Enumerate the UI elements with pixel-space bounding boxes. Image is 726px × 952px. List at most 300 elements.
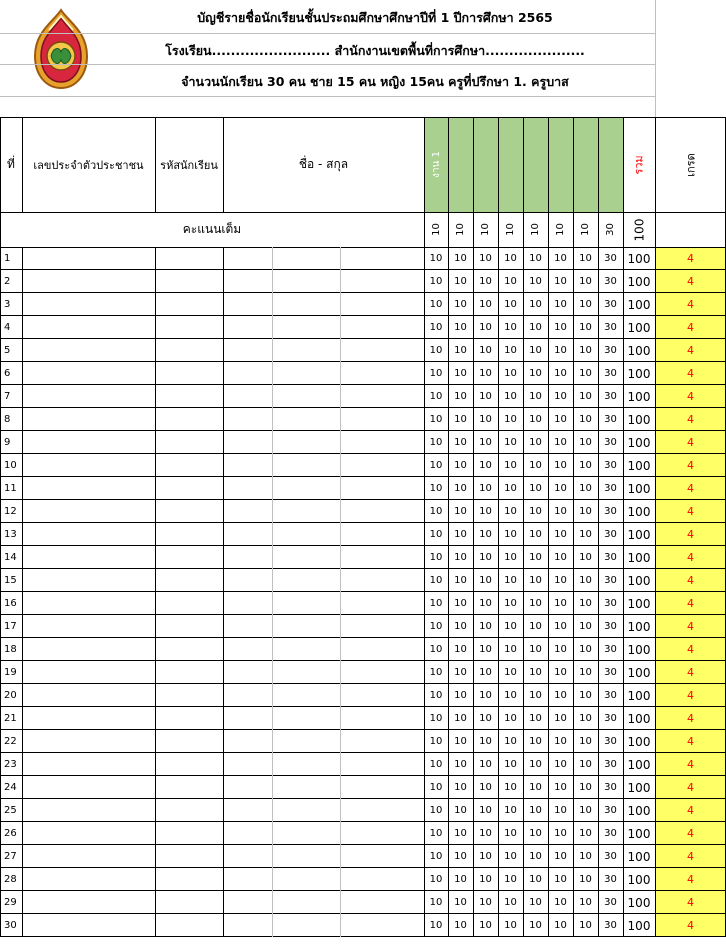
- score-cell: 10: [429, 299, 443, 310]
- grade-cell: 4: [655, 868, 726, 891]
- row-number: 3: [4, 299, 11, 310]
- total-cell: 100: [627, 596, 651, 611]
- grid-line: [655, 117, 656, 937]
- row-number: 6: [4, 368, 11, 379]
- total-cell: 100: [627, 343, 651, 358]
- score-cell: 10: [554, 897, 567, 908]
- grade-cell: 4: [655, 615, 726, 638]
- row-number: 13: [4, 529, 17, 540]
- score-cell: 10: [529, 299, 542, 310]
- score-cell: 10: [529, 483, 542, 494]
- score-cell: 30: [604, 598, 617, 609]
- score-cell: 10: [479, 506, 492, 517]
- score-cell: 10: [579, 322, 592, 333]
- score-cell: 10: [429, 598, 443, 609]
- grade-cell: 4: [655, 661, 726, 684]
- score-cell: 10: [554, 920, 567, 931]
- score-cell: 10: [429, 874, 443, 885]
- score-cell: 10: [554, 299, 567, 310]
- score-cell: 30: [604, 828, 617, 839]
- score-cell: 10: [479, 621, 492, 632]
- score-cell: 10: [454, 759, 467, 770]
- total-cell: 100: [627, 734, 651, 749]
- grid-line: [548, 117, 549, 937]
- score-cell: 10: [429, 460, 443, 471]
- score-cell: 10: [479, 529, 492, 540]
- grid-line: [272, 247, 273, 937]
- score-cell: 10: [504, 598, 517, 609]
- score-cell: 10: [554, 506, 567, 517]
- score-cell: 10: [429, 552, 443, 563]
- score-cell: 10: [579, 391, 592, 402]
- grid-line: [0, 775, 726, 776]
- grade-cell: 4: [655, 638, 726, 661]
- score-cell: 10: [554, 552, 567, 563]
- total-cell: 100: [627, 527, 651, 542]
- grid-line: [0, 117, 726, 118]
- total-cell: 100: [627, 297, 651, 312]
- grid-line: [0, 890, 726, 891]
- score-cell: 10: [579, 667, 592, 678]
- score-cell: 10: [529, 529, 542, 540]
- score-cell: 10: [479, 805, 492, 816]
- total-cell: 100: [627, 366, 651, 381]
- score-cell: 30: [604, 345, 617, 356]
- score-cell: 10: [454, 276, 467, 287]
- row-number: 14: [4, 552, 17, 563]
- score-cell: 10: [504, 690, 517, 701]
- score-cell: 10: [529, 644, 542, 655]
- score-cell: 10: [429, 851, 443, 862]
- score-cell: 10: [479, 598, 492, 609]
- score-cell: 10: [579, 805, 592, 816]
- full-score-value-text: 10: [430, 223, 442, 236]
- full-score-value: [523, 212, 548, 247]
- grid-line: [0, 729, 726, 730]
- col-header-student-id: รหัสนักเรียน: [160, 158, 218, 172]
- total-cell: 100: [627, 320, 651, 335]
- score-cell: 10: [479, 322, 492, 333]
- score-cell: 10: [454, 391, 467, 402]
- total-cell: 100: [627, 573, 651, 588]
- score-cell: 30: [604, 920, 617, 931]
- score-cell: 10: [579, 851, 592, 862]
- full-score-value: [448, 212, 473, 247]
- score-cell: 10: [554, 322, 567, 333]
- score-cell: 10: [479, 368, 492, 379]
- grid-line: [473, 117, 474, 937]
- full-score-value: [598, 212, 623, 247]
- score-cell: 10: [429, 920, 443, 931]
- grid-line: [0, 821, 726, 822]
- score-cell: 10: [579, 897, 592, 908]
- score-cell: 10: [554, 851, 567, 862]
- grid-line: [0, 614, 726, 615]
- grid-line: [0, 315, 726, 316]
- score-cell: 10: [579, 276, 592, 287]
- col-header-total: [623, 117, 655, 212]
- score-cell: 30: [604, 506, 617, 517]
- total-cell: 100: [627, 251, 651, 266]
- row-number: 18: [4, 644, 17, 655]
- score-cell: 30: [604, 759, 617, 770]
- score-cell: 10: [429, 529, 443, 540]
- score-cell: 10: [579, 529, 592, 540]
- score-cell: 30: [604, 529, 617, 540]
- row-number: 20: [4, 690, 17, 701]
- score-cell: 10: [454, 874, 467, 885]
- score-cell: 10: [454, 644, 467, 655]
- score-cell: 10: [554, 667, 567, 678]
- score-cell: 10: [529, 460, 542, 471]
- score-cell: 10: [579, 828, 592, 839]
- grid-line: [0, 591, 726, 592]
- total-label: รวม: [633, 154, 646, 175]
- row-number: 12: [4, 506, 17, 517]
- score-cell: 10: [454, 437, 467, 448]
- grid-line: [0, 33, 655, 34]
- score-cell: 30: [604, 897, 617, 908]
- score-cell: 10: [454, 667, 467, 678]
- score-cell: 10: [454, 805, 467, 816]
- total-cell: 100: [627, 458, 651, 473]
- score-cell: 10: [479, 690, 492, 701]
- score-cell: 10: [504, 851, 517, 862]
- score-cell: 10: [554, 805, 567, 816]
- score-cell: 30: [604, 667, 617, 678]
- score-cell: 10: [529, 322, 542, 333]
- grid-line: [0, 683, 726, 684]
- score-cell: 10: [454, 690, 467, 701]
- score-cell: 10: [504, 644, 517, 655]
- total-cell: 100: [627, 711, 651, 726]
- row-number: 16: [4, 598, 17, 609]
- score-cell: 10: [504, 782, 517, 793]
- title-line-3: จำนวนนักเรียน 30 คน ชาย 15 คน หญิง 15คน ครูที่ปรึกษา 1. ครูบาส: [181, 74, 569, 89]
- score-cell: 30: [604, 690, 617, 701]
- score-cell: 10: [579, 253, 592, 264]
- score-cell: 10: [454, 920, 467, 931]
- grid-line: [0, 660, 726, 661]
- grid-line: [0, 269, 726, 270]
- grade-cell: 4: [655, 822, 726, 845]
- col-header-no: ที่: [7, 157, 15, 171]
- row-number: 10: [4, 460, 17, 471]
- grade-cell: 4: [655, 799, 726, 822]
- score-cell: 10: [579, 644, 592, 655]
- score-cell: 10: [429, 736, 443, 747]
- grid-line: [0, 545, 726, 546]
- total-cell: 100: [627, 803, 651, 818]
- score-cell: 10: [454, 736, 467, 747]
- grid-line: [498, 117, 499, 937]
- grid-line: [155, 247, 156, 937]
- row-number: 5: [4, 345, 11, 356]
- total-cell: 100: [627, 389, 651, 404]
- row-number: 11: [4, 483, 17, 494]
- grid-line: [0, 522, 726, 523]
- row-number: 2: [4, 276, 11, 287]
- score-cell: 10: [504, 460, 517, 471]
- score-cell: 10: [579, 621, 592, 632]
- grid-line: [0, 430, 726, 431]
- score-cell: 10: [454, 322, 467, 333]
- full-score-value: [573, 212, 598, 247]
- score-cell: 10: [529, 667, 542, 678]
- score-cell: 10: [454, 621, 467, 632]
- score-cell: 10: [429, 483, 443, 494]
- row-number: 27: [4, 851, 17, 862]
- row-number: 24: [4, 782, 17, 793]
- grid-line: [22, 117, 23, 212]
- grid-line: [0, 64, 655, 65]
- grade-cell: 4: [655, 845, 726, 868]
- score-cell: 10: [504, 276, 517, 287]
- total-cell: 100: [627, 412, 651, 427]
- score-cell: 10: [579, 552, 592, 563]
- score-cell: 10: [579, 874, 592, 885]
- row-number: 15: [4, 575, 17, 586]
- grid-line: [0, 798, 726, 799]
- score-cell: 10: [529, 828, 542, 839]
- score-cell: 10: [504, 391, 517, 402]
- grid-line: [0, 844, 726, 845]
- score-cell: 10: [554, 621, 567, 632]
- score-cell: 30: [604, 368, 617, 379]
- total-cell: 100: [627, 918, 651, 933]
- full-score-value: [498, 212, 523, 247]
- score-cell: 10: [454, 299, 467, 310]
- grade-cell: 4: [655, 500, 726, 523]
- grade-label: เกรด: [684, 152, 698, 177]
- full-score-value-text: 30: [604, 223, 616, 236]
- grid-line: [0, 361, 726, 362]
- score-cell: 10: [579, 782, 592, 793]
- row-number: 1: [4, 253, 11, 264]
- col-header-name: ชื่อ - สกุล: [298, 157, 349, 171]
- score-cell: 10: [554, 345, 567, 356]
- row-number: 23: [4, 759, 17, 770]
- grade-cell: 4: [655, 546, 726, 569]
- score-cell: 30: [604, 276, 617, 287]
- score-cell: 10: [479, 575, 492, 586]
- score-cell: 10: [504, 874, 517, 885]
- score-cell: 10: [429, 368, 443, 379]
- score-cell: 10: [554, 782, 567, 793]
- score-cell: 10: [479, 414, 492, 425]
- score-cell: 10: [429, 897, 443, 908]
- score-cell: 10: [504, 736, 517, 747]
- full-score-value: [424, 212, 448, 247]
- grade-cell: 4: [655, 293, 726, 316]
- total-cell: 100: [627, 688, 651, 703]
- grid-line: [448, 117, 449, 937]
- score-cell: 10: [529, 805, 542, 816]
- score-cell: 30: [604, 552, 617, 563]
- score-cell: 10: [554, 529, 567, 540]
- score-cell: 10: [479, 644, 492, 655]
- total-cell: 100: [627, 665, 651, 680]
- row-number: 29: [4, 897, 17, 908]
- score-cell: 10: [504, 506, 517, 517]
- grid-line: [655, 0, 656, 117]
- score-cell: 30: [604, 874, 617, 885]
- grade-cell: 4: [655, 569, 726, 592]
- grade-cell: 4: [655, 914, 726, 937]
- full-score-value-text: 10: [554, 223, 566, 236]
- grid-line: [340, 247, 341, 937]
- row-number: 9: [4, 437, 11, 448]
- score-cell: 10: [479, 483, 492, 494]
- score-cell: 10: [529, 345, 542, 356]
- row-number: 4: [4, 322, 11, 333]
- grid-line: [0, 936, 726, 937]
- full-score-value-text: 10: [579, 223, 591, 236]
- score-cell: 10: [554, 690, 567, 701]
- grid-line: [0, 476, 726, 477]
- grade-cell: 4: [655, 339, 726, 362]
- score-cell: 10: [454, 506, 467, 517]
- row-number: 25: [4, 805, 17, 816]
- score-cell: 10: [554, 253, 567, 264]
- score-cell: 10: [529, 759, 542, 770]
- row-number: 21: [4, 713, 17, 724]
- score-cell: 10: [504, 253, 517, 264]
- score-cell: 10: [579, 736, 592, 747]
- score-cell: 10: [504, 897, 517, 908]
- score-cell: 10: [504, 621, 517, 632]
- score-cell: 10: [579, 759, 592, 770]
- score-cell: 10: [429, 276, 443, 287]
- score-cell: 10: [479, 667, 492, 678]
- score-cell: 10: [529, 414, 542, 425]
- score-cell: 10: [579, 437, 592, 448]
- score-cell: 10: [479, 828, 492, 839]
- score-cell: 10: [429, 391, 443, 402]
- score-cell: 10: [554, 414, 567, 425]
- score-cell: 10: [529, 690, 542, 701]
- score-cell: 10: [554, 483, 567, 494]
- score-cell: 10: [429, 782, 443, 793]
- total-cell: 100: [627, 642, 651, 657]
- score-cell: 10: [529, 874, 542, 885]
- score-cell: 10: [579, 598, 592, 609]
- grid-line: [0, 338, 726, 339]
- score-cell: 10: [454, 897, 467, 908]
- score-cell: 10: [479, 851, 492, 862]
- score-cell: 10: [554, 759, 567, 770]
- score-cell: 10: [504, 299, 517, 310]
- score-cell: 30: [604, 851, 617, 862]
- row-number: 28: [4, 874, 17, 885]
- score-cell: 10: [579, 460, 592, 471]
- score-cell: 10: [554, 874, 567, 885]
- score-cell: 10: [479, 759, 492, 770]
- score-cell: 10: [479, 276, 492, 287]
- row-number: 22: [4, 736, 17, 747]
- grade-cell: 4: [655, 753, 726, 776]
- score-cell: 10: [529, 552, 542, 563]
- score-cell: 30: [604, 621, 617, 632]
- row-number: 30: [4, 920, 17, 931]
- grid-line: [598, 117, 599, 937]
- total-cell: 100: [627, 274, 651, 289]
- score-cell: 10: [429, 345, 443, 356]
- score-cell: 10: [504, 345, 517, 356]
- score-cell: 10: [504, 667, 517, 678]
- score-cell: 10: [454, 782, 467, 793]
- score-cell: 10: [529, 437, 542, 448]
- score-cell: 10: [479, 345, 492, 356]
- grid-line: [0, 637, 726, 638]
- grid-line: [0, 292, 726, 293]
- score-cell: 10: [504, 828, 517, 839]
- score-cell: 10: [529, 920, 542, 931]
- score-cell: 10: [579, 414, 592, 425]
- grid-line: [0, 453, 726, 454]
- grid-line: [0, 568, 726, 569]
- full-score-value-text: 10: [454, 223, 466, 236]
- score-cell: 10: [554, 575, 567, 586]
- score-cell: 10: [529, 506, 542, 517]
- grade-cell: 4: [655, 408, 726, 431]
- score-cell: 10: [454, 529, 467, 540]
- score-cell: 10: [454, 345, 467, 356]
- score-cell: 10: [529, 391, 542, 402]
- score-cell: 10: [454, 368, 467, 379]
- score-cell: 10: [554, 736, 567, 747]
- score-cell: 10: [554, 598, 567, 609]
- score-cell: 10: [479, 874, 492, 885]
- score-cell: 10: [429, 437, 443, 448]
- score-cell: 10: [579, 713, 592, 724]
- score-cell: 10: [554, 644, 567, 655]
- grid-line: [0, 913, 726, 914]
- full-score-value: [473, 212, 498, 247]
- grade-cell: 4: [655, 730, 726, 753]
- score-cell: 10: [504, 483, 517, 494]
- full-score-label: คะแนนเต็ม: [182, 222, 242, 236]
- total-cell: 100: [627, 757, 651, 772]
- grid-line: [0, 96, 655, 97]
- grid-line: [0, 407, 726, 408]
- score-cell: 10: [554, 460, 567, 471]
- total-cell: 100: [627, 435, 651, 450]
- grade-cell: 4: [655, 385, 726, 408]
- score-cell: 10: [454, 851, 467, 862]
- grid-line: [0, 212, 726, 213]
- score-cell: 10: [554, 368, 567, 379]
- score-cell: 10: [429, 713, 443, 724]
- row-number: 8: [4, 414, 11, 425]
- score-cell: 10: [479, 920, 492, 931]
- total-cell: 100: [627, 481, 651, 496]
- score-cell: 10: [429, 759, 443, 770]
- score-cell: 10: [579, 575, 592, 586]
- score-cell: 30: [604, 736, 617, 747]
- grade-cell: 4: [655, 477, 726, 500]
- score-cell: 10: [454, 483, 467, 494]
- row-number: 26: [4, 828, 17, 839]
- score-cell: 10: [479, 299, 492, 310]
- grade-cell: 4: [655, 270, 726, 293]
- grid-line: [0, 117, 1, 937]
- grade-cell: 4: [655, 707, 726, 730]
- grid-line: [223, 117, 224, 212]
- score-cell: 30: [604, 460, 617, 471]
- score-cell: 30: [604, 391, 617, 402]
- row-number: 7: [4, 391, 11, 402]
